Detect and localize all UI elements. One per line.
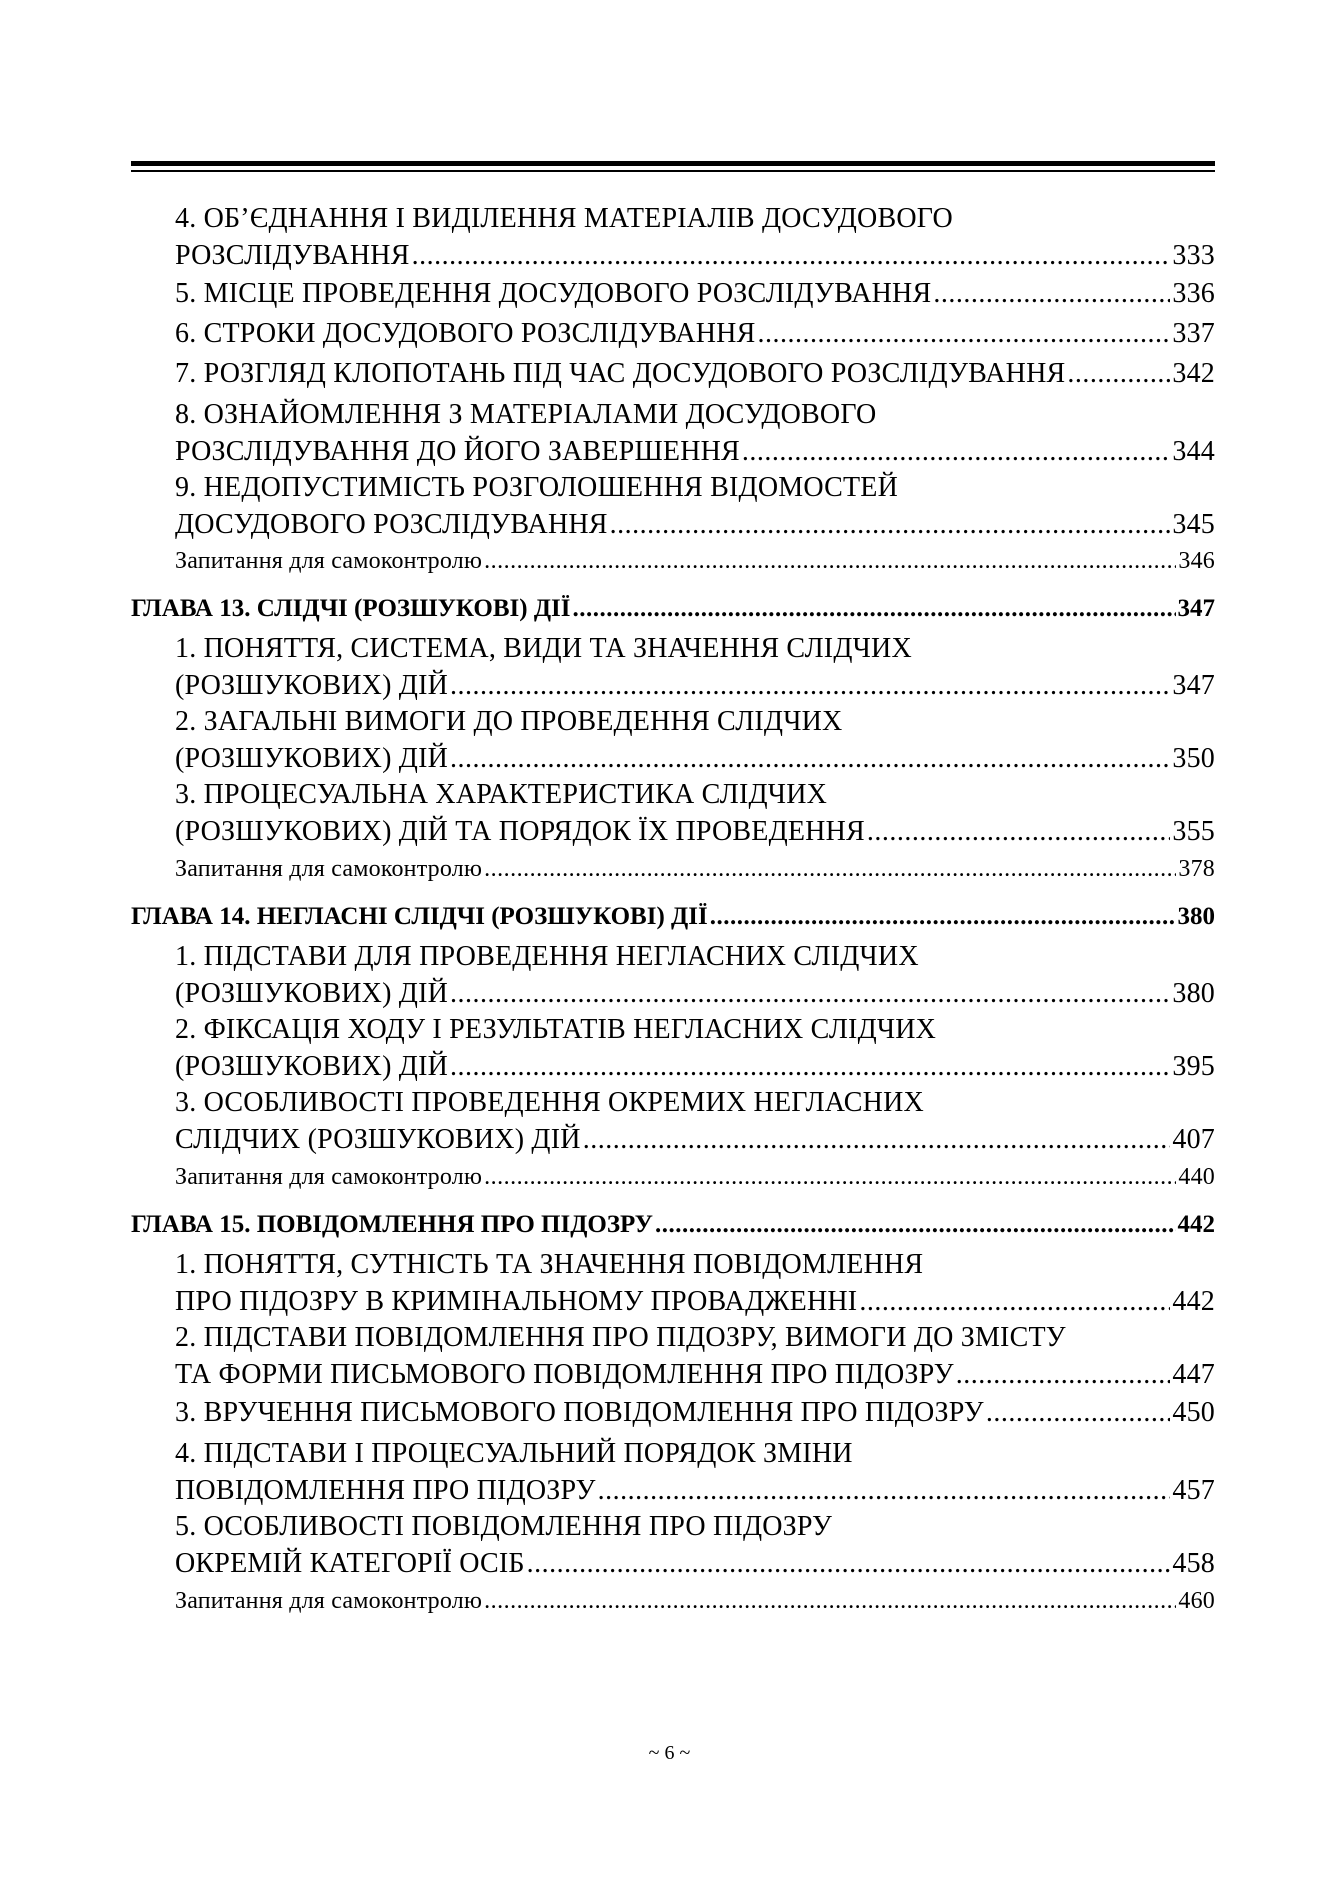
toc-page-number: 442 [1172,1286,1215,1317]
toc-entry-text: (РОЗШУКОВИХ) ДІЙ [175,1051,449,1082]
toc-page-number: 447 [1172,1359,1215,1390]
toc-entry[interactable] [175,1084,1215,1158]
toc-entry[interactable] [175,200,1215,274]
dot-leader [583,1121,1171,1158]
toc-entry-text: ТА ФОРМИ ПИСЬМОВОГО ПОВІДОМЛЕННЯ ПРО ПІДОЗРУ [175,1359,954,1390]
toc-page-number: 440 [1178,1164,1215,1190]
toc-entry[interactable] [175,315,1215,352]
toc-entry-text: 3. ПРОЦЕСУАЛЬНА ХАРАКТЕРИСТИКА СЛІДЧИХ [175,779,828,810]
toc-chapter-title: ГЛАВА 14. НЕГЛАСНІ СЛІДЧІ (РОЗШУКОВІ) ДІЇ [131,903,708,930]
dot-leader [742,433,1170,470]
toc-entry-text: 6. СТРОКИ ДОСУДОВОГО РОЗСЛІДУВАННЯ [175,318,756,349]
toc-page-number: 380 [1177,903,1215,930]
dot-leader [450,667,1170,704]
toc-page-number: 346 [1178,548,1215,574]
dot-leader [1067,355,1170,392]
dot-leader [484,851,1176,888]
toc-entry-questions[interactable] [175,851,1215,888]
toc-entry[interactable] [175,630,1215,704]
page-number-footer: ~ 6 ~ [648,1742,691,1764]
toc-chapter-13[interactable] [131,590,1215,627]
toc-page-number: 460 [1178,1588,1215,1614]
toc-entry[interactable] [175,275,1215,312]
toc-page-number: 395 [1172,1051,1215,1082]
toc-page-number: 336 [1172,278,1215,309]
toc-entry-text: 1. ПОНЯТТЯ, СИСТЕМА, ВИДИ ТА ЗНАЧЕННЯ СЛІДЧИХ [175,633,912,664]
toc-page-number: 407 [1172,1124,1215,1155]
dot-leader [412,237,1171,274]
toc-entry-text: РОЗСЛІДУВАННЯ [175,240,410,271]
toc-entry-text: (РОЗШУКОВИХ) ДІЙ ТА ПОРЯДОК ЇХ ПРОВЕДЕННЯ [175,816,865,847]
dot-leader [859,1283,1170,1320]
toc-entry-text: 1. ПІДСТАВИ ДЛЯ ПРОВЕДЕННЯ НЕГЛАСНИХ СЛІДЧИХ [175,941,919,972]
toc-page-number: 337 [1172,318,1215,349]
header-rule-thick [131,161,1215,166]
toc-page-number: 442 [1177,1211,1215,1238]
toc-entry-text: РОЗСЛІДУВАННЯ ДО ЙОГО ЗАВЕРШЕННЯ [175,436,740,467]
dot-leader [484,1583,1176,1620]
toc-entry-text: СЛІДЧИХ (РОЗШУКОВИХ) ДІЙ [175,1124,581,1155]
toc-entry-text: 4. ПІДСТАВИ І ПРОЦЕСУАЛЬНИЙ ПОРЯДОК ЗМІНИ [175,1438,853,1469]
toc-entry-text: ОКРЕМІЙ КАТЕГОРІЇ ОСІБ [175,1548,525,1579]
dot-leader [450,1048,1170,1085]
toc-entry-text: 1. ПОНЯТТЯ, СУТНІСТЬ ТА ЗНАЧЕННЯ ПОВІДОМЛЕННЯ [175,1249,924,1280]
toc-entry[interactable] [175,396,1215,470]
toc-entry-text: 8. ОЗНАЙОМЛЕННЯ З МАТЕРІАЛАМИ ДОСУДОВОГО [175,399,877,430]
toc-entry[interactable] [175,1508,1215,1582]
dot-leader [527,1545,1171,1582]
toc-entry[interactable] [175,703,1215,777]
toc-page-number: 457 [1172,1475,1215,1506]
toc-page-number: 344 [1172,436,1215,467]
toc-entry[interactable] [175,776,1215,850]
toc-page-number: 347 [1177,595,1215,622]
toc-chapter-title: ГЛАВА 13. СЛІДЧІ (РОЗШУКОВІ) ДІЇ [131,595,571,622]
toc-entry-text: ДОСУДОВОГО РОЗСЛІДУВАННЯ [175,509,608,540]
toc-entry-text: Запитання для самоконтролю [175,1164,483,1190]
dot-leader [484,1159,1176,1196]
toc-page-number: 458 [1172,1548,1215,1579]
toc-page-number: 378 [1178,856,1215,882]
toc-entry-text: Запитання для самоконтролю [175,1588,483,1614]
toc-page-number: 355 [1172,816,1215,847]
toc-entry-text: (РОЗШУКОВИХ) ДІЙ [175,978,449,1009]
dot-leader [450,740,1170,777]
toc-entry-questions[interactable] [175,543,1215,580]
toc-entry-text: (РОЗШУКОВИХ) ДІЙ [175,670,449,701]
toc-entry-text: 7. РОЗГЛЯД КЛОПОТАНЬ ПІД ЧАС ДОСУДОВОГО РОЗСЛІДУВАННЯ [175,358,1066,389]
toc-entry-text: 4. ОБ’ЄДНАННЯ І ВИДІЛЕННЯ МАТЕРІАЛІВ ДОСУДОВОГО [175,203,953,234]
toc-entry-questions[interactable] [175,1583,1215,1620]
toc-entry-text: 3. ОСОБЛИВОСТІ ПРОВЕДЕННЯ ОКРЕМИХ НЕГЛАСНИХ [175,1087,924,1118]
dot-leader [710,898,1176,935]
dot-leader [986,1394,1171,1431]
toc-page-number: 333 [1172,240,1215,271]
toc-page-number: 380 [1172,978,1215,1009]
toc-page-number: 342 [1172,358,1215,389]
dot-leader [933,275,1170,312]
dot-leader [573,590,1176,627]
dot-leader [757,315,1170,352]
toc-chapter-14[interactable] [131,898,1215,935]
toc-entry[interactable] [175,1319,1215,1393]
toc-entry-text: 9. НЕДОПУСТИМІСТЬ РОЗГОЛОШЕННЯ ВІДОМОСТЕЙ [175,472,899,503]
toc-entry-text: 2. ПІДСТАВИ ПОВІДОМЛЕННЯ ПРО ПІДОЗРУ, ВИМОГИ ДО ЗМІСТУ [175,1322,1066,1353]
toc-page-number: 450 [1172,1397,1215,1428]
toc-entry-text: 3. ВРУЧЕННЯ ПИСЬМОВОГО ПОВІДОМЛЕННЯ ПРО ПІДОЗРУ [175,1397,984,1428]
toc-page-number: 347 [1172,670,1215,701]
toc-entry-text: ПОВІДОМЛЕННЯ ПРО ПІДОЗРУ [175,1475,596,1506]
toc-chapter-15[interactable] [131,1206,1215,1243]
toc-entry-questions[interactable] [175,1159,1215,1196]
toc-entry-text: 5. МІСЦЕ ПРОВЕДЕННЯ ДОСУДОВОГО РОЗСЛІДУВАННЯ [175,278,932,309]
toc-entry[interactable] [175,938,1215,1012]
toc-entry[interactable] [175,1011,1215,1085]
toc-entry-text: (РОЗШУКОВИХ) ДІЙ [175,743,449,774]
toc-entry-text: Запитання для самоконтролю [175,856,483,882]
toc-entry[interactable] [175,1394,1215,1431]
dot-leader [598,1472,1171,1509]
dot-leader [867,813,1170,850]
toc-page-number: 350 [1172,743,1215,774]
dot-leader [956,1356,1171,1393]
dot-leader [484,543,1176,580]
toc-entry-text: 2. ЗАГАЛЬНІ ВИМОГИ ДО ПРОВЕДЕННЯ СЛІДЧИХ [175,706,843,737]
dot-leader [450,975,1170,1012]
toc-entry-text: 2. ФІКСАЦІЯ ХОДУ І РЕЗУЛЬТАТІВ НЕГЛАСНИХ СЛІДЧИХ [175,1014,937,1045]
toc-entry-text: ПРО ПІДОЗРУ В КРИМІНАЛЬНОМУ ПРОВАДЖЕННІ [175,1286,858,1317]
dot-leader [610,506,1171,543]
toc-entry-text: Запитання для самоконтролю [175,548,483,574]
header-rule-thin [131,170,1215,172]
toc-chapter-title: ГЛАВА 15. ПОВІДОМЛЕННЯ ПРО ПІДОЗРУ [131,1211,654,1238]
toc-entry[interactable] [175,469,1215,543]
toc-entry[interactable] [175,1246,1215,1320]
toc-entry-text: 5. ОСОБЛИВОСТІ ПОВІДОМЛЕННЯ ПРО ПІДОЗРУ [175,1511,833,1542]
toc-entry[interactable] [175,1435,1215,1509]
toc-page-number: 345 [1172,509,1215,540]
dot-leader [655,1206,1175,1243]
toc-entry[interactable] [175,355,1215,392]
